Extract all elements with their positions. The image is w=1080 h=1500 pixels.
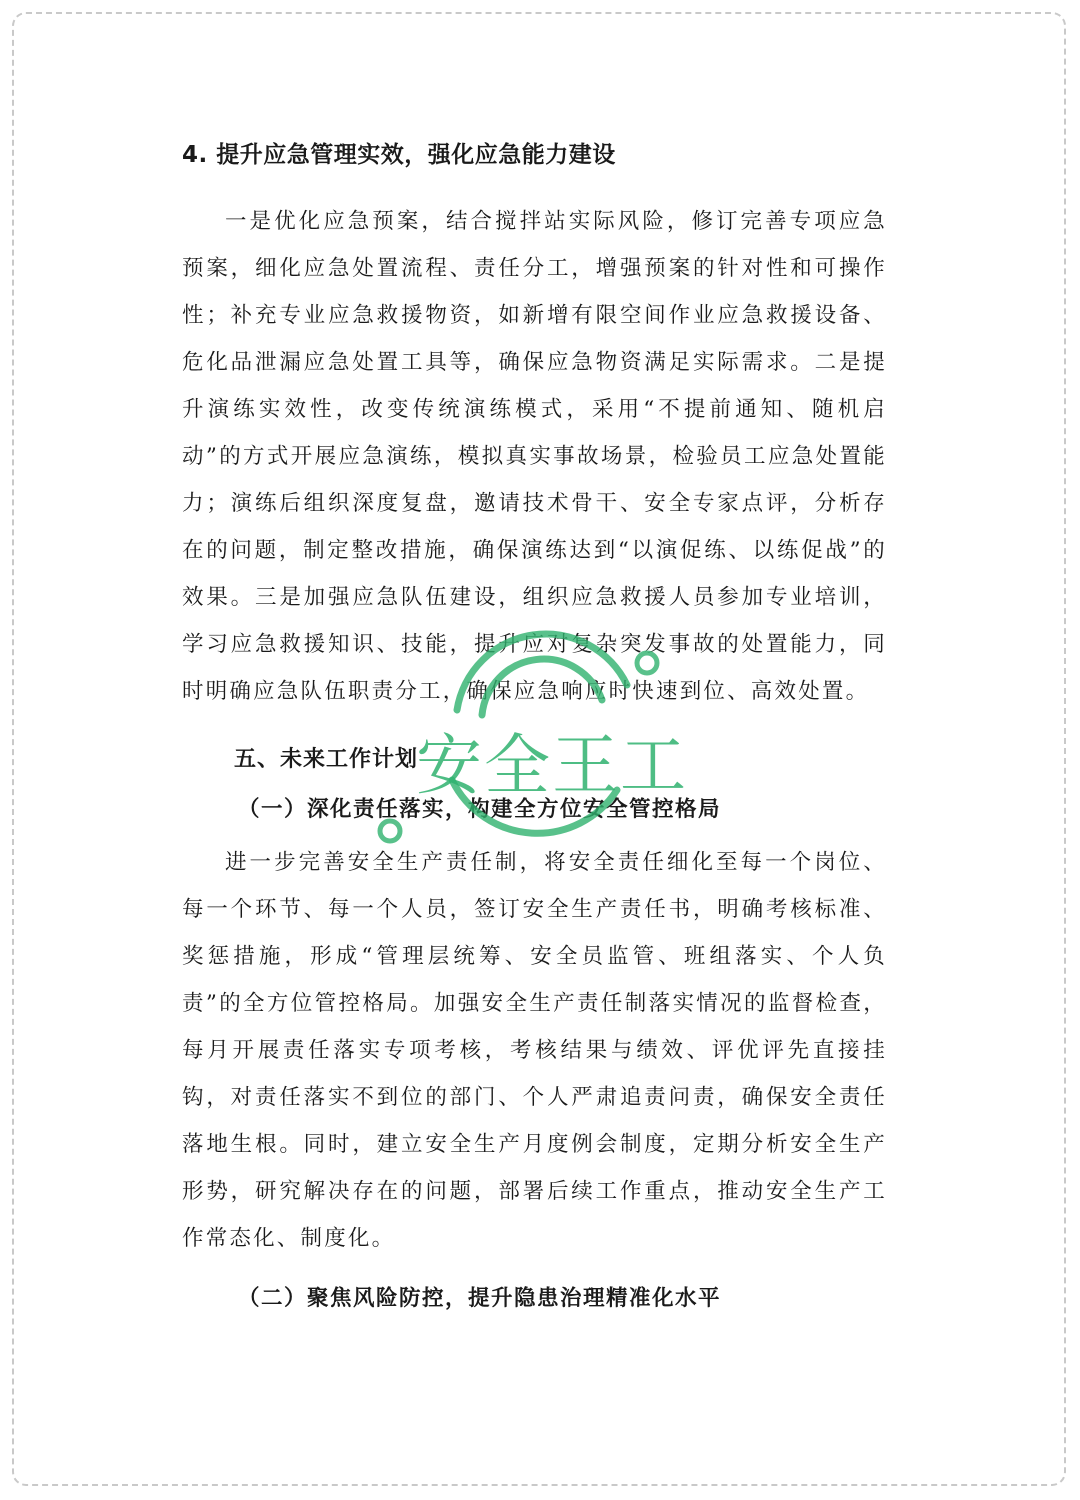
watermark-text: 安全王工 xyxy=(416,727,688,804)
section-4-heading: 4. 提升应急管理实效，强化应急能力建设 xyxy=(182,142,616,168)
subsection-1-paragraph: 进一步完善安全生产责任制，将安全责任细化至每一个岗位、每一个环节、每一个人员，签订安全生产责任书，明确考核标准、奖惩措施，形成“管理层统筹、安全员监管、班组落实、个人负责”的全方位管控格局。加强安全生产责任制落实情况的监督检查，每月开展责任落实专项考核，考核结果与绩效、评优评先直接挂钩，对责任落实不到位的部门、个人严肃追责问责，确保安全责任落地生根。同时，建立安全生产月度例会制度，定期分析安全生产形势，研究解决存在的问题，部署后续工作重点，推动安全生产工作常态化、制度化。 xyxy=(182,850,887,1251)
section-4-paragraph: 一是优化应急预案，结合搅拌站实际风险，修订完善专项应急预案，细化应急处置流程、责任分工，增强预案的针对性和可操作性；补充专业应急救援物资，如新增有限空间作业应急救援设备、危化品泄漏应急处置工具等，确保应急物资满足实际需求。二是提升演练实效性，改变传统演练模式，采用“不提前通知、随机启动”的方式开展应急演练，模拟真实事故场景，检验员工应急处置能力；演练后组织深度复盘，邀请技术骨干、安全专家点评，分析存在的问题，制定整改措施，确保演练达到“以演促练、以练促战”的效果。三是加强应急队伍建设，组织应急救援人员参加专业培训，学习应急救援知识、技能，提升应对复杂突发事故的处置能力，同时明确应急队伍职责分工，确保应急响应时快速到位、高效处置。 xyxy=(182,209,887,704)
chapter-5-heading: 五、未来工作计划 xyxy=(234,747,419,772)
subsection-2-heading: （二）聚焦风险防控，提升隐患治理精准化水平 xyxy=(238,1286,722,1311)
subsection-1-heading: （一）深化责任落实，构建全方位安全管控格局 xyxy=(238,797,722,822)
